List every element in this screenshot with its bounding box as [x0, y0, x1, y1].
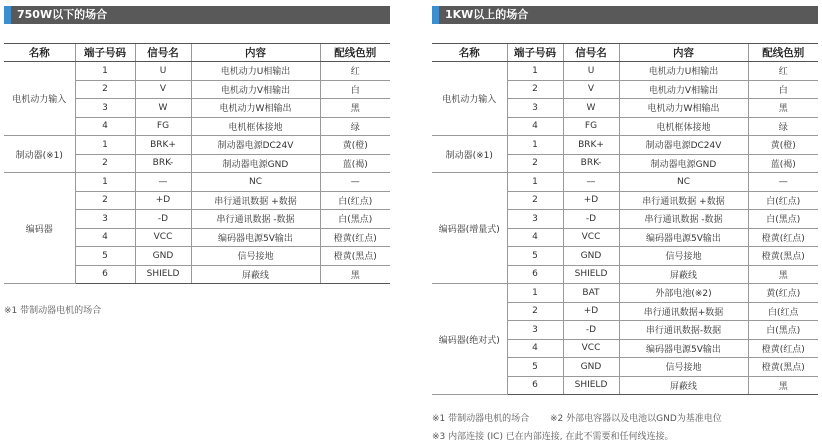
table-cell: W — [135, 99, 191, 118]
table-cell: NC — [619, 173, 748, 192]
table-cell: 串行通讯数据 +数据 — [619, 191, 748, 210]
banner-accent — [432, 6, 439, 24]
table-cell: 5 — [507, 358, 563, 377]
section-title: 750W以下的场合 — [17, 8, 108, 21]
footnote: ※1 带制动器电机的场合 ※2 外部电容器以及电池以GND为基准电位 — [432, 414, 722, 424]
table-cell: FG — [135, 117, 191, 136]
table-row — [432, 173, 818, 192]
table-cell: 电机动力W相输出 — [619, 99, 748, 118]
table-cell: 白 — [320, 80, 390, 99]
table-cell: 橙黄(黑点) — [748, 247, 818, 266]
table-cell: GND — [563, 358, 619, 377]
footnote: ※1 带制动器电机的场合 — [4, 306, 102, 316]
table-cell: 6 — [75, 265, 135, 284]
group-name-cell: 编码器 — [4, 173, 75, 284]
table-cell: BRK- — [135, 154, 191, 173]
table-cell: 4 — [75, 117, 135, 136]
table-cell: 红 — [748, 62, 818, 81]
table-cell: 白(黑点) — [748, 210, 818, 229]
table-cell: SHIELD — [135, 265, 191, 284]
table-cell: — — [563, 173, 619, 192]
table-cell: BRK+ — [135, 136, 191, 155]
table-cell: V — [135, 80, 191, 99]
table-cell: U — [563, 62, 619, 81]
table-cell: — — [320, 173, 390, 192]
table-cell: 1 — [75, 173, 135, 192]
table-cell: 1 — [75, 62, 135, 81]
section-1kw-above — [432, 6, 818, 392]
table-cell: 白(黑点) — [748, 321, 818, 340]
table-cell: SHIELD — [563, 265, 619, 284]
column-header: 内容 — [619, 44, 748, 62]
table-cell: 绿 — [320, 117, 390, 136]
table-cell: +D — [563, 302, 619, 321]
group-name-cell: 电机动力输入 — [432, 62, 507, 136]
table-cell: 蓝(褐) — [748, 154, 818, 173]
table-cell: 屏蔽线 — [619, 376, 748, 395]
table-cell: 白(红点) — [320, 191, 390, 210]
table-cell: BRK- — [563, 154, 619, 173]
table-cell: 2 — [75, 154, 135, 173]
table-cell: 信号接地 — [619, 358, 748, 377]
table-cell: VCC — [563, 228, 619, 247]
table-cell: 黑 — [320, 265, 390, 284]
wiring-table-750w — [4, 43, 390, 284]
wiring-table-1kw — [432, 43, 818, 395]
table-cell: 电机框体接地 — [619, 117, 748, 136]
table-cell: 3 — [507, 210, 563, 229]
table-cell: W — [563, 99, 619, 118]
table-header-row — [432, 44, 818, 62]
table-cell: — — [135, 173, 191, 192]
section-750w-below — [4, 6, 390, 281]
table-cell: GND — [563, 247, 619, 266]
table-cell: 黑 — [748, 265, 818, 284]
table-cell: 编码器电源5V输出 — [619, 228, 748, 247]
table-cell: 橙黄(黑点) — [320, 247, 390, 266]
table-cell: 外部电池(※2) — [619, 284, 748, 303]
table-row — [432, 284, 818, 303]
table-cell: 2 — [75, 80, 135, 99]
table-cell: SHIELD — [563, 376, 619, 395]
table-cell: 2 — [507, 154, 563, 173]
table-cell: 白(红点) — [748, 191, 818, 210]
table-cell: VCC — [563, 339, 619, 358]
table-cell: 橙黄(红点) — [748, 339, 818, 358]
table-cell: -D — [135, 210, 191, 229]
table-cell: FG — [563, 117, 619, 136]
table-cell: -D — [563, 210, 619, 229]
table-cell: 电机框体接地 — [191, 117, 320, 136]
group-name-cell: 编码器(增量式) — [432, 173, 507, 284]
table-cell: 橙黄(红点) — [320, 228, 390, 247]
table-cell: 制动器电源GND — [619, 154, 748, 173]
table-cell: 编码器电源5V输出 — [191, 228, 320, 247]
table-cell: 1 — [507, 173, 563, 192]
table-cell: 3 — [75, 210, 135, 229]
table-cell: 橙黄(黑点) — [748, 358, 818, 377]
section-title: 1KW以上的场合 — [445, 8, 529, 21]
table-cell: 2 — [507, 80, 563, 99]
table-cell: 屏蔽线 — [619, 265, 748, 284]
table-cell: 黄(橙) — [320, 136, 390, 155]
table-cell: 5 — [75, 247, 135, 266]
table-cell: 5 — [507, 247, 563, 266]
table-cell: 电机动力U相输出 — [191, 62, 320, 81]
table-cell: U — [135, 62, 191, 81]
section-banner — [4, 6, 390, 24]
table-cell: 4 — [75, 228, 135, 247]
table-cell: 3 — [507, 321, 563, 340]
table-cell: 黄(红点) — [748, 284, 818, 303]
table-row — [4, 136, 390, 155]
table-cell: BAT — [563, 284, 619, 303]
group-name-cell: 编码器(绝对式) — [432, 284, 507, 395]
column-header: 端子号码 — [75, 44, 135, 62]
table-cell: 蓝(褐) — [320, 154, 390, 173]
table-cell: +D — [563, 191, 619, 210]
table-cell: 2 — [507, 191, 563, 210]
table-cell: 信号接地 — [191, 247, 320, 266]
column-header: 配线色别 — [320, 44, 390, 62]
table-cell: 橙黄(红点) — [748, 228, 818, 247]
table-cell: 黑 — [748, 99, 818, 118]
table-cell: 串行通讯数据-数据 — [619, 321, 748, 340]
table-cell: 编码器电源5V输出 — [619, 339, 748, 358]
footnote: ※3 内部连接 (IC) 已在内部连接, 在此不需要和任何线连接。 — [432, 432, 674, 442]
column-header: 信号名 — [563, 44, 619, 62]
table-cell: +D — [135, 191, 191, 210]
table-cell: 6 — [507, 376, 563, 395]
table-cell: 1 — [507, 284, 563, 303]
table-cell: BRK+ — [563, 136, 619, 155]
table-cell: 4 — [507, 339, 563, 358]
table-cell: 黑 — [748, 376, 818, 395]
table-cell: 4 — [507, 228, 563, 247]
table-cell: 红 — [320, 62, 390, 81]
table-cell: 制动器电源DC24V — [191, 136, 320, 155]
table-cell: 6 — [507, 265, 563, 284]
column-header: 信号名 — [135, 44, 191, 62]
group-name-cell: 制动器(※1) — [4, 136, 75, 173]
table-cell: — — [748, 173, 818, 192]
banner-accent — [4, 6, 11, 24]
group-name-cell: 制动器(※1) — [432, 136, 507, 173]
table-row — [432, 136, 818, 155]
table-row — [4, 62, 390, 81]
table-cell: 屏蔽线 — [191, 265, 320, 284]
column-header: 名称 — [432, 44, 507, 62]
column-header: 端子号码 — [507, 44, 563, 62]
table-cell: V — [563, 80, 619, 99]
table-cell: GND — [135, 247, 191, 266]
column-header: 配线色别 — [748, 44, 818, 62]
table-cell: 黄(橙) — [748, 136, 818, 155]
table-cell: 信号接地 — [619, 247, 748, 266]
section-banner — [432, 6, 818, 24]
table-cell: 白(红点 — [748, 302, 818, 321]
table-cell: 黑 — [320, 99, 390, 118]
table-cell: 白(黑点) — [320, 210, 390, 229]
table-cell: -D — [563, 321, 619, 340]
table-cell: 2 — [75, 191, 135, 210]
table-cell: 3 — [75, 99, 135, 118]
table-cell: VCC — [135, 228, 191, 247]
table-cell: 电机动力V相输出 — [191, 80, 320, 99]
table-cell: 电机动力V相输出 — [619, 80, 748, 99]
table-cell: 串行通讯数据 +数据 — [191, 191, 320, 210]
table-cell: 1 — [507, 136, 563, 155]
table-cell: 2 — [507, 302, 563, 321]
table-cell: 串行通讯数据 -数据 — [191, 210, 320, 229]
table-cell: 4 — [507, 117, 563, 136]
table-cell: 串行通讯数据+数据 — [619, 302, 748, 321]
table-cell: 3 — [507, 99, 563, 118]
column-header: 名称 — [4, 44, 75, 62]
table-cell: 制动器电源GND — [191, 154, 320, 173]
table-row — [432, 62, 818, 81]
table-cell: 电机动力U相输出 — [619, 62, 748, 81]
table-cell: 串行通讯数据 -数据 — [619, 210, 748, 229]
table-cell: 1 — [507, 62, 563, 81]
table-cell: 电机动力W相输出 — [191, 99, 320, 118]
table-row — [4, 173, 390, 192]
table-cell: 白 — [748, 80, 818, 99]
table-cell: NC — [191, 173, 320, 192]
table-cell: 绿 — [748, 117, 818, 136]
group-name-cell: 电机动力输入 — [4, 62, 75, 136]
table-cell: 制动器电源DC24V — [619, 136, 748, 155]
table-cell: 1 — [75, 136, 135, 155]
column-header: 内容 — [191, 44, 320, 62]
table-header-row — [4, 44, 390, 62]
